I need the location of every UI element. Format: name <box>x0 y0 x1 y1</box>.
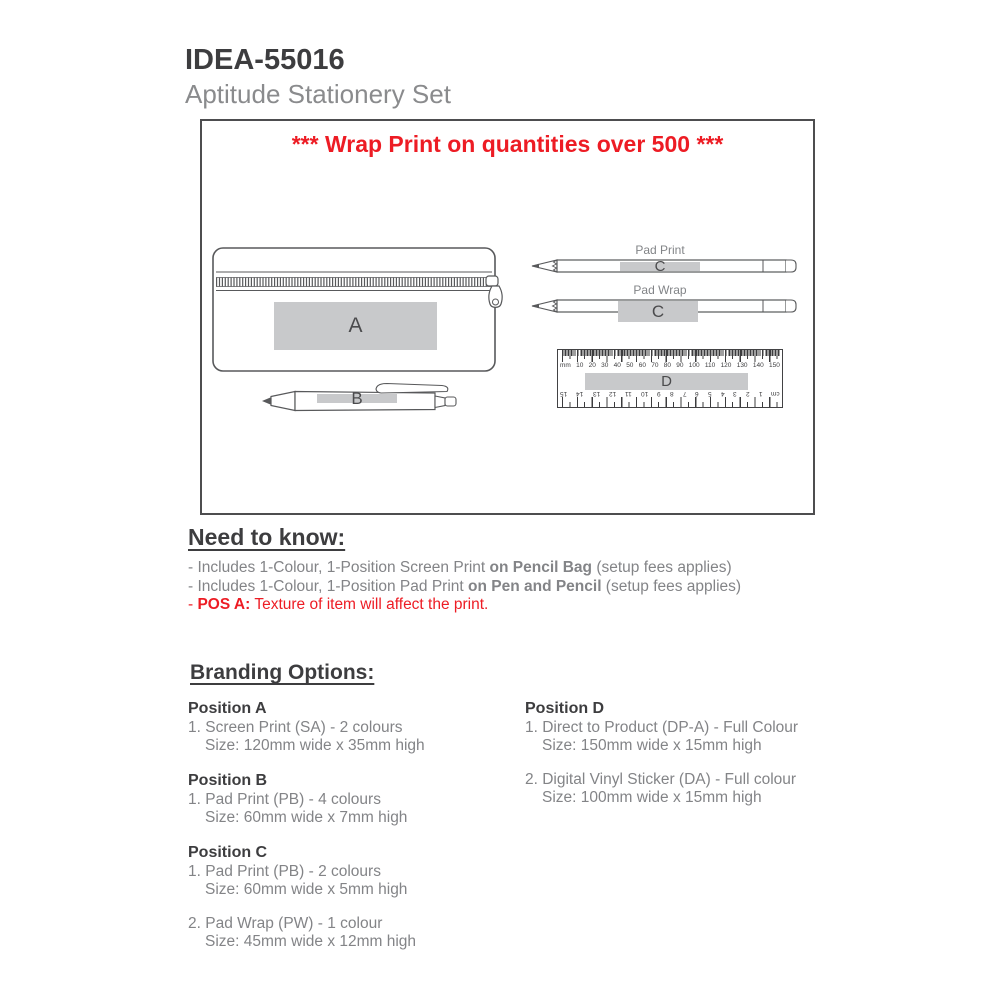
branding-column-right <box>525 700 855 824</box>
ruler-cm-label: 10 <box>640 390 649 397</box>
pencil-nib <box>532 264 539 268</box>
pen-neck <box>435 396 445 408</box>
branding-item: 1. Screen Print (SA) - 2 colours Size: 120mm wide x 35mm high <box>188 719 425 754</box>
print-area-c-pad-print: C <box>620 262 700 271</box>
ruler-cm-ticks <box>562 397 780 407</box>
ruler-cm-label: 2 <box>745 390 750 397</box>
ruler-mm-labels <box>560 362 780 370</box>
branding-item: 2. Digital Vinyl Sticker (DA) - Full colour Size: 100mm wide x 15mm high <box>525 771 797 806</box>
pencil-eraser <box>786 300 796 312</box>
pencil-eraser <box>786 260 796 272</box>
branding-item: 1. Pad Print (PB) - 2 colours Size: 60mm wide x 5mm high <box>188 863 408 898</box>
need-to-know-heading: Need to know: <box>188 524 346 550</box>
ruler-mm-label: 10 <box>576 362 584 369</box>
page-title: IDEA-55016 <box>185 44 345 76</box>
ruler-mm-label: 130 <box>736 362 748 369</box>
branding-options-heading: Branding Options: <box>190 661 375 684</box>
need-to-know-list <box>188 559 741 615</box>
ruler-cm-label: 4 <box>720 390 725 397</box>
ruler-mm-label: 40 <box>613 362 621 369</box>
ruler-mm-label: 110 <box>704 362 716 369</box>
ruler-mm-label: 140 <box>752 362 764 369</box>
branding-item: 1. Direct to Product (DP-A) - Full Colour Size: 150mm wide x 15mm high <box>525 719 799 754</box>
ruler-cm-label: 6 <box>695 390 699 397</box>
pen-tip <box>262 397 271 405</box>
wrap-print-banner: *** Wrap Print on quantities over 500 *** <box>291 131 724 157</box>
ruler-cm-label: 8 <box>669 390 674 397</box>
ruler-mm-label: 70 <box>651 362 659 369</box>
ruler-mm-label: 20 <box>588 362 596 369</box>
ruler-mm-label: 80 <box>663 362 671 369</box>
need-to-know-line: - Includes 1-Colour, 1-Position Pad Print on Pen and Pencil (setup fees applies) <box>188 577 742 595</box>
position-title: Position C <box>188 844 268 861</box>
pen-clip <box>376 384 448 394</box>
pad-print-caption: Pad Print <box>635 243 685 257</box>
ruler-cm-label: 9 <box>657 390 661 397</box>
ruler-mm-label: 150 <box>768 362 780 369</box>
position-a-block <box>188 700 518 754</box>
ruler-cm-label: 13 <box>592 390 600 397</box>
ruler-mm-label: 50 <box>626 362 634 369</box>
ruler-mm-label: 30 <box>601 362 609 369</box>
ruler-cm-label: 7 <box>682 390 687 397</box>
print-area-b: B <box>317 394 397 403</box>
ruler-cm-label: 12 <box>608 390 617 397</box>
ruler-mm-label: mm <box>560 362 571 369</box>
ruler-mm-label: 100 <box>688 362 700 369</box>
branding-item: 2. Pad Wrap (PW) - 1 colour Size: 45mm wide x 12mm high <box>188 915 417 950</box>
ruler-cm-label: 14 <box>576 390 584 397</box>
print-area-c-pad-wrap: C <box>618 301 698 322</box>
branding-column-left <box>188 700 518 968</box>
need-to-know-line: - Includes 1-Colour, 1-Position Screen Print on Pencil Bag (setup fees applies) <box>188 559 732 576</box>
ruler-cm-label: 5 <box>707 390 712 397</box>
position-title: Position B <box>188 772 268 789</box>
ruler-cm-label: 11 <box>625 390 632 397</box>
ruler-mm-label: 90 <box>676 362 684 369</box>
position-b-block <box>188 772 518 826</box>
position-d-block <box>525 700 855 806</box>
pencil-nib <box>532 304 539 308</box>
ruler-10mm-ticks <box>562 350 780 362</box>
need-to-know-line-warning: - POS A: Texture of item will affect the print. <box>188 596 489 613</box>
pen-clicker <box>445 397 456 406</box>
ruler-cm-labels <box>560 389 780 397</box>
pad-wrap-caption: Pad Wrap <box>633 283 687 297</box>
ruler-cm-label: cm <box>771 390 780 397</box>
ruler-cm-label: 3 <box>733 390 737 397</box>
print-area-d: D <box>585 373 748 390</box>
ruler-mm-label: 60 <box>638 362 646 369</box>
branding-item: 1. Pad Print (PB) - 4 colours Size: 60mm wide x 7mm high <box>188 791 408 826</box>
ruler-cm-label: 15 <box>560 390 568 397</box>
ruler-mm-label: 120 <box>720 362 732 369</box>
position-title: Position D <box>525 700 605 717</box>
page-subtitle: Aptitude Stationery Set <box>185 79 451 109</box>
ruler-cm-label: 1 <box>758 390 763 397</box>
print-area-a: A <box>274 302 437 350</box>
position-c-block <box>188 844 518 950</box>
position-title: Position A <box>188 700 267 717</box>
